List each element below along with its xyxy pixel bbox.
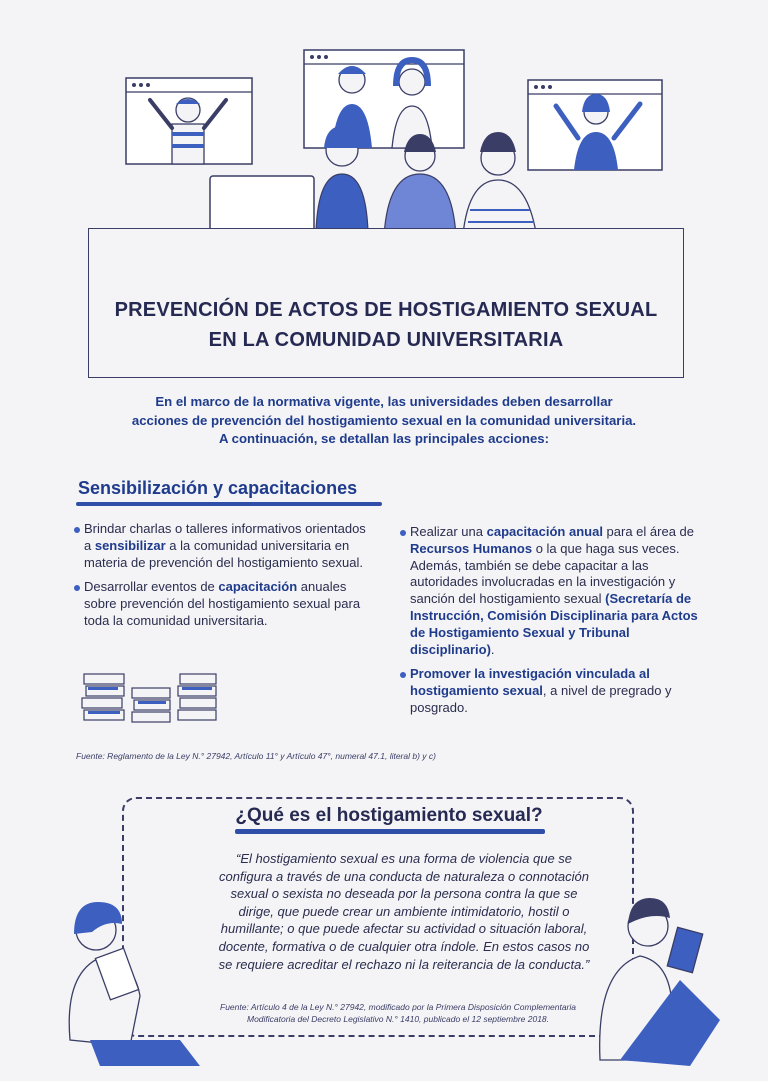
title-line-1: PREVENCIÓN DE ACTOS DE HOSTIGAMIENTO SEXUAL — [114, 299, 658, 321]
definition-title: ¿Qué es el hostigamiento sexual? — [230, 801, 548, 833]
list-item: Realizar una capacitación anual para el área de Recursos Humanos o la que haga sus veces. Además, también se debe capacitar a las autoridades involucradas en la investigación y sanción del hostigamiento sexual (Secretaría de Instrucción, Comisión Disciplinaria para Actos de Hostigamiento Sexual y Tribunal disciplinario). — [400, 524, 700, 658]
section-source: Fuente: Reglamento de la Ley N.° 27942, Artículo 11° y Artículo 47°, numeral 47.1, literal b) y c) — [76, 751, 436, 761]
list-item: Desarrollar eventos de capacitación anuales sobre prevención del hostigamiento sexual para toda la comunidad universitaria. — [74, 579, 374, 629]
intro-text — [100, 393, 668, 449]
intro-line-1: En el marco de la normativa vigente, las universidades deben desarrollar — [155, 394, 613, 409]
right-column — [400, 524, 700, 725]
video-window-left — [126, 78, 252, 164]
page-title — [89, 295, 683, 355]
list-item: Brindar charlas o talleres informativos orientados a sensibilizar a la comunidad universitaria en materia de prevención del hostigamiento sexual. — [74, 521, 374, 571]
bullet-dot — [74, 585, 80, 591]
definition-quote: “El hostigamiento sexual es una forma de violencia que se configura a través de una conducta de naturaleza o connotación sexual o sexista no deseada por la persona contra la que se dirige, que puede crear un ambiente intimidatorio, hostil o humillante; o que puede afectar su actividad o situación laboral, docente, formativa o de cualquier otra índole. En estos casos no se requiere acreditar el rechazo ni la reiterancia de la conducta.” — [218, 851, 590, 972]
left-column — [74, 521, 374, 638]
section-underline — [76, 502, 382, 506]
man-reading-illustration — [560, 870, 760, 1070]
definition-underline — [235, 829, 545, 834]
intro-line-3: A continuación, se detallan las principales acciones: — [218, 431, 550, 446]
video-window-right — [528, 80, 662, 170]
list-item: Promover la investigación vinculada al hostigamiento sexual, a nivel de pregrado y posgrado. — [400, 666, 700, 716]
bullet-dot — [74, 527, 80, 533]
intro-line-2: acciones de prevención del hostigamiento sexual en la comunidad universitaria. — [131, 412, 637, 428]
woman-reading-illustration — [30, 890, 230, 1070]
video-window-center — [304, 50, 464, 148]
section-title: Sensibilización y capacitaciones — [78, 478, 358, 498]
bullet-dot — [400, 672, 406, 678]
books-icon — [80, 666, 220, 730]
title-frame — [88, 228, 684, 378]
definition-source: Fuente: Artículo 4 de la Ley N.° 27942, modificado por la Primera Disposición Complementaria Modificatoria del Decreto Legislativo N.° 1410, publicado el 12 septiembre 2018. — [220, 1002, 577, 1024]
title-line-2: EN LA COMUNIDAD UNIVERSITARIA — [208, 329, 564, 351]
bullet-dot — [400, 530, 406, 536]
